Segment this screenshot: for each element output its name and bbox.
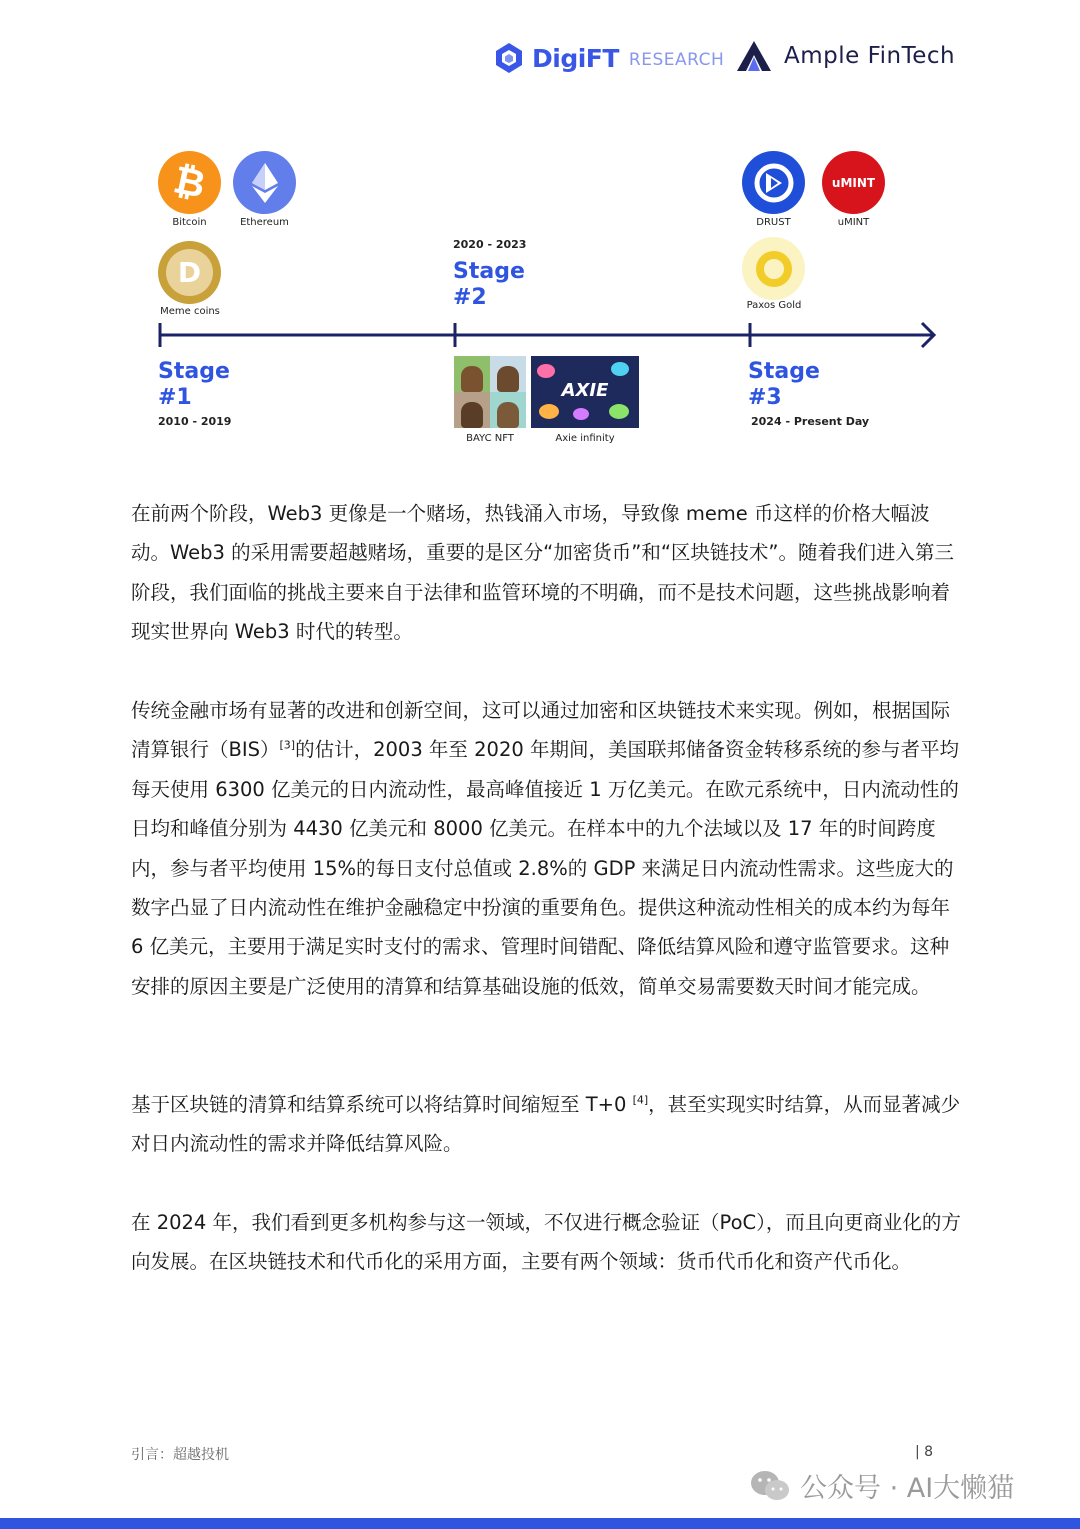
stage-3-title-line2: #3 <box>748 385 782 410</box>
stage-3-title <box>748 359 820 411</box>
paragraph-4-text: 在 2024 年，我们看到更多机构参与这一领域，不仅进行概念验证（PoC），而且向更商业化的方向发展。在区块链技术和代币化的采用方面，主要有两个领域：货币代币化和资产代币化。 <box>131 1211 961 1274</box>
axie-infinity-label: Axie infinity <box>555 433 615 444</box>
axie-logo-text: AXIE <box>561 380 609 401</box>
watermark-text: 公众号 · AI大懒猫 <box>800 1473 1015 1504</box>
ethereum-icon <box>233 151 296 214</box>
meme-coins-label: Meme coins <box>160 306 220 317</box>
doge-coin-icon: D <box>158 241 221 304</box>
digift-name: DigiFT <box>532 43 619 73</box>
timeline-axis <box>150 315 950 355</box>
bitcoin-label: Bitcoin <box>172 217 207 228</box>
paxos-gold-label: Paxos Gold <box>746 300 802 311</box>
ample-fintech-logo <box>736 40 955 72</box>
bitcoin-icon: ₿ <box>158 151 221 214</box>
drust-icon <box>742 151 805 214</box>
paragraph-3-text-a: 基于区块链的清算和结算系统可以将结算时间缩短至 T+0 <box>131 1093 633 1116</box>
bayc-nft-label: BAYC NFT <box>466 433 514 444</box>
bottom-accent-bar <box>0 1518 1080 1529</box>
stage-3-dates: 2024 - Present Day <box>751 415 870 428</box>
stage-2-title-line2: #2 <box>453 285 487 310</box>
ample-fintech-name: Ample FinTech <box>784 43 956 69</box>
stage-1-title-line2: #1 <box>158 385 192 410</box>
stage-2-title-line1: Stage <box>453 259 525 284</box>
digift-subtitle: RESEARCH <box>628 50 725 70</box>
umint-label: uMINT <box>837 217 870 228</box>
footer-section-title: 引言：超越投机 <box>131 1447 229 1463</box>
axie-infinity-image <box>531 356 639 428</box>
paragraph-1 <box>131 494 961 652</box>
ethereum-label: Ethereum <box>240 217 289 228</box>
paragraph-2-text-a: 传统金融市场有显著的改进和创新空间，这可以通过加密和区块链技术来实现。例如，根据国际清算银行（BIS） <box>131 699 951 762</box>
citation-3[interactable]: [3] <box>279 738 296 752</box>
stage-2-dates: 2020 - 2023 <box>453 238 527 251</box>
digift-logo-icon <box>494 42 524 74</box>
bayc-nft-image <box>454 356 526 428</box>
page-number: | 8 <box>915 1444 934 1460</box>
ample-logo-icon <box>736 40 772 72</box>
drust-label: DRUST <box>756 217 791 228</box>
umint-badge-text: uMINT <box>831 175 876 190</box>
paragraph-1-text: 在前两个阶段，Web3 更像是一个赌场，热钱涌入市场，导致像 meme 币这样的价格大幅波动。Web3 的采用需要超越赌场，重要的是区分“加密货币”和“区块链技术”。随着我们进入第三阶段，我们面临的挑战主要来自于法律和监管环境的不明确，而不是技术问题，这些挑战影响着现实世界向 Web3 时代的转型。 <box>131 502 955 644</box>
paragraph-2-text-b: 的估计，2003 年至 2020 年期间，美国联邦储备资金转移系统的参与者平均每天使用 6300 亿美元的日内流动性，最高峰值接近 1 万亿美元。在欧元系统中，日内流动性的日均和峰值分别为 4430 亿美元和 8000 亿美元。在样本中的九个法域以及 17 年的时间跨度内，参与者平均使用 15%的每日支付总值或 2.8%的 GDP 来满足日内流动性需求。这些庞大的数字凸显了日内流动性在维护金融稳定中扮演的重要角色。提供这种流动性相关的成本约为每年 6 亿美元，主要用于满足实时支付的需求、管理时间错配、降低结算风险和遵守监管要求。这种安排的原因主要是广泛使用的清算和结算基础设施的低效，简单交易需要数天时间才能完成。 <box>131 738 959 998</box>
paragraph-3 <box>131 1085 961 1164</box>
umint-icon <box>822 151 885 214</box>
stage-1-title <box>158 359 230 411</box>
paragraph-3-text-b: ，甚至实现实时结算，从而显著减少对日内流动性的需求并降低结算风险。 <box>131 1093 961 1156</box>
digift-research-logo <box>494 42 724 74</box>
paragraph-2 <box>131 691 961 1006</box>
stage-2-title <box>453 259 525 311</box>
stage-1-title-line1: Stage <box>158 359 230 384</box>
paxos-gold-icon <box>742 237 805 300</box>
citation-4[interactable]: [4] <box>632 1093 649 1107</box>
stage-1-dates: 2010 - 2019 <box>158 415 232 428</box>
wechat-icon <box>750 1469 790 1503</box>
paragraph-4 <box>131 1203 961 1282</box>
wechat-watermark <box>750 1466 1014 1505</box>
stage-3-title-line1: Stage <box>748 359 820 384</box>
